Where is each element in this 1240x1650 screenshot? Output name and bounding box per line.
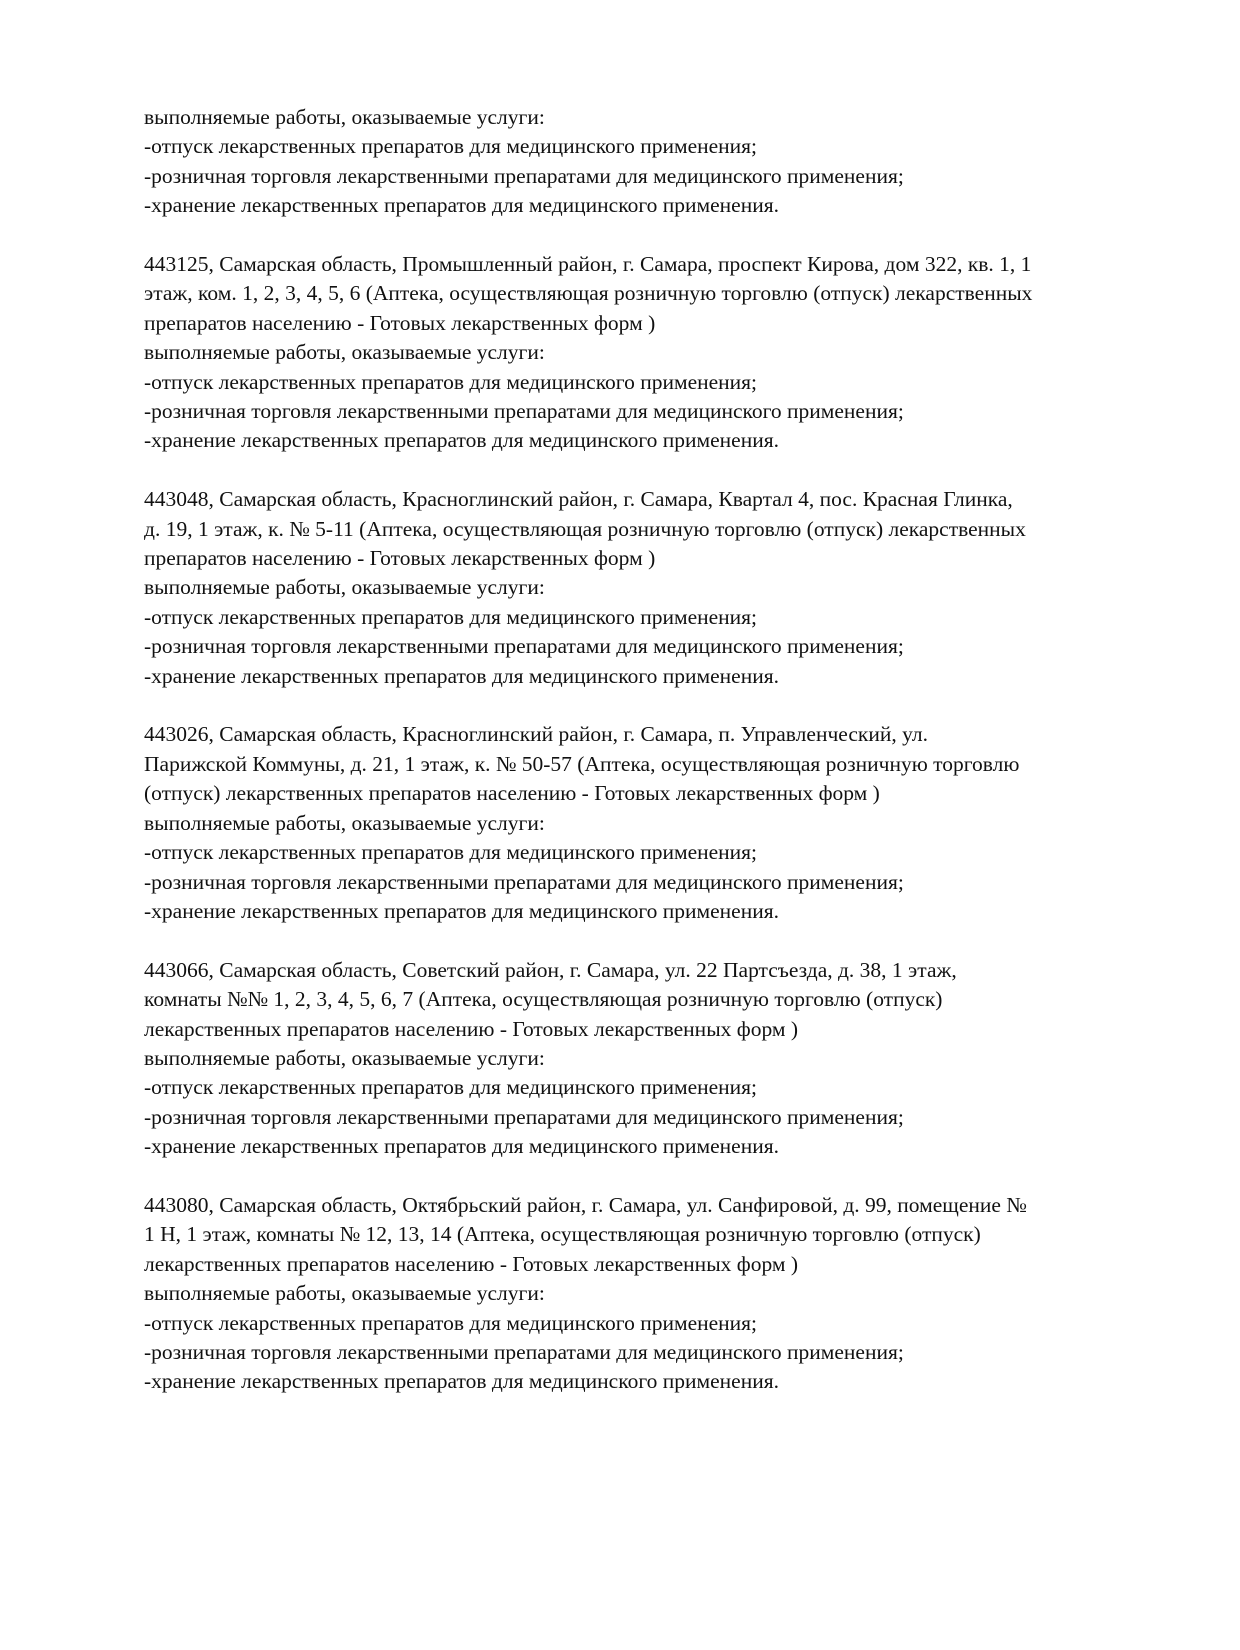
text-line: лекарственных препаратов населению - Готовых лекарственных форм ) <box>144 1251 799 1276</box>
text-line: 443066, Самарская область, Советский район, г. Самара, ул. 22 Партсъезда, д. 38, 1 этаж, <box>144 957 957 982</box>
text-line: -розничная торговля лекарственными препаратами для медицинского применения; <box>144 163 904 188</box>
text-line: лекарственных препаратов населению - Готовых лекарственных форм ) <box>144 1016 799 1041</box>
text-line: -отпуск лекарственных препаратов для медицинского применения; <box>144 369 758 394</box>
address-block <box>144 250 1164 456</box>
text-line: этаж, ком. 1, 2, 3, 4, 5, 6 (Аптека, осуществляющая розничную торговлю (отпуск) лекарственных <box>144 281 1033 306</box>
text-line: -розничная торговля лекарственными препаратами для медицинского применения; <box>144 1339 904 1364</box>
text-line: выполняемые работы, оказываемые услуги: <box>144 1045 545 1070</box>
text-line: -розничная торговля лекарственными препаратами для медицинского применения; <box>144 1104 904 1129</box>
text-line: -розничная торговля лекарственными препаратами для медицинского применения; <box>144 399 904 424</box>
text-line: -отпуск лекарственных препаратов для медицинского применения; <box>144 134 758 159</box>
text-line: Парижской Коммуны, д. 21, 1 этаж, к. № 50-57 (Аптека, осуществляющая розничную торговлю <box>144 751 1020 776</box>
text-line: -отпуск лекарственных препаратов для медицинского применения; <box>144 1075 758 1100</box>
text-line: выполняемые работы, оказываемые услуги: <box>144 340 545 365</box>
text-line: 443125, Самарская область, Промышленный район, г. Самара, проспект Кирова, дом 322, кв. 1, 1 <box>144 252 1032 277</box>
text-line: комнаты №№ 1, 2, 3, 4, 5, 6, 7 (Аптека, осуществляющая розничную торговлю (отпуск) <box>144 987 943 1012</box>
text-line: 443080, Самарская область, Октябрьский район, г. Самара, ул. Санфировой, д. 99, помещение № <box>144 1192 1027 1217</box>
address-block <box>144 956 1164 1162</box>
text-line: выполняемые работы, оказываемые услуги: <box>144 105 545 129</box>
address-block <box>144 720 1164 926</box>
text-line: д. 19, 1 этаж, к. № 5-11 (Аптека, осуществляющая розничную торговлю (отпуск) лекарственных <box>144 516 1026 541</box>
text-line: препаратов населению - Готовых лекарственных форм ) <box>144 310 656 335</box>
text-line: -отпуск лекарственных препаратов для медицинского применения; <box>144 604 758 629</box>
text-line: -отпуск лекарственных препаратов для медицинского применения; <box>144 840 758 865</box>
document-body <box>144 103 1164 1426</box>
text-line: выполняемые работы, оказываемые услуги: <box>144 810 545 835</box>
text-line: -отпуск лекарственных препаратов для медицинского применения; <box>144 1310 758 1335</box>
text-line: -хранение лекарственных препаратов для медицинского применения. <box>144 1369 779 1394</box>
text-line: -хранение лекарственных препаратов для медицинского применения. <box>144 1134 779 1159</box>
text-line: выполняемые работы, оказываемые услуги: <box>144 1281 545 1306</box>
address-block <box>144 1191 1164 1397</box>
text-line: -хранение лекарственных препаратов для медицинского применения. <box>144 663 779 688</box>
text-line: -хранение лекарственных препаратов для медицинского применения. <box>144 193 779 218</box>
text-line: выполняемые работы, оказываемые услуги: <box>144 575 545 600</box>
address-block <box>144 485 1164 691</box>
text-line: препаратов населению - Готовых лекарственных форм ) <box>144 546 656 571</box>
text-line: -хранение лекарственных препаратов для медицинского применения. <box>144 428 779 453</box>
text-line: -розничная торговля лекарственными препаратами для медицинского применения; <box>144 634 904 659</box>
text-line: -розничная торговля лекарственными препаратами для медицинского применения; <box>144 869 904 894</box>
text-line: 1 Н, 1 этаж, комнаты № 12, 13, 14 (Аптека, осуществляющая розничную торговлю (отпуск) <box>144 1222 981 1247</box>
text-line: -хранение лекарственных препаратов для медицинского применения. <box>144 898 779 923</box>
text-line: 443048, Самарская область, Красноглинский район, г. Самара, Квартал 4, пос. Красная Глинка, <box>144 487 1013 512</box>
services-block <box>144 103 1164 221</box>
text-line: (отпуск) лекарственных препаратов населению - Готовых лекарственных форм ) <box>144 781 880 806</box>
text-line: 443026, Самарская область, Красноглинский район, г. Самара, п. Управленческий, ул. <box>144 722 929 747</box>
